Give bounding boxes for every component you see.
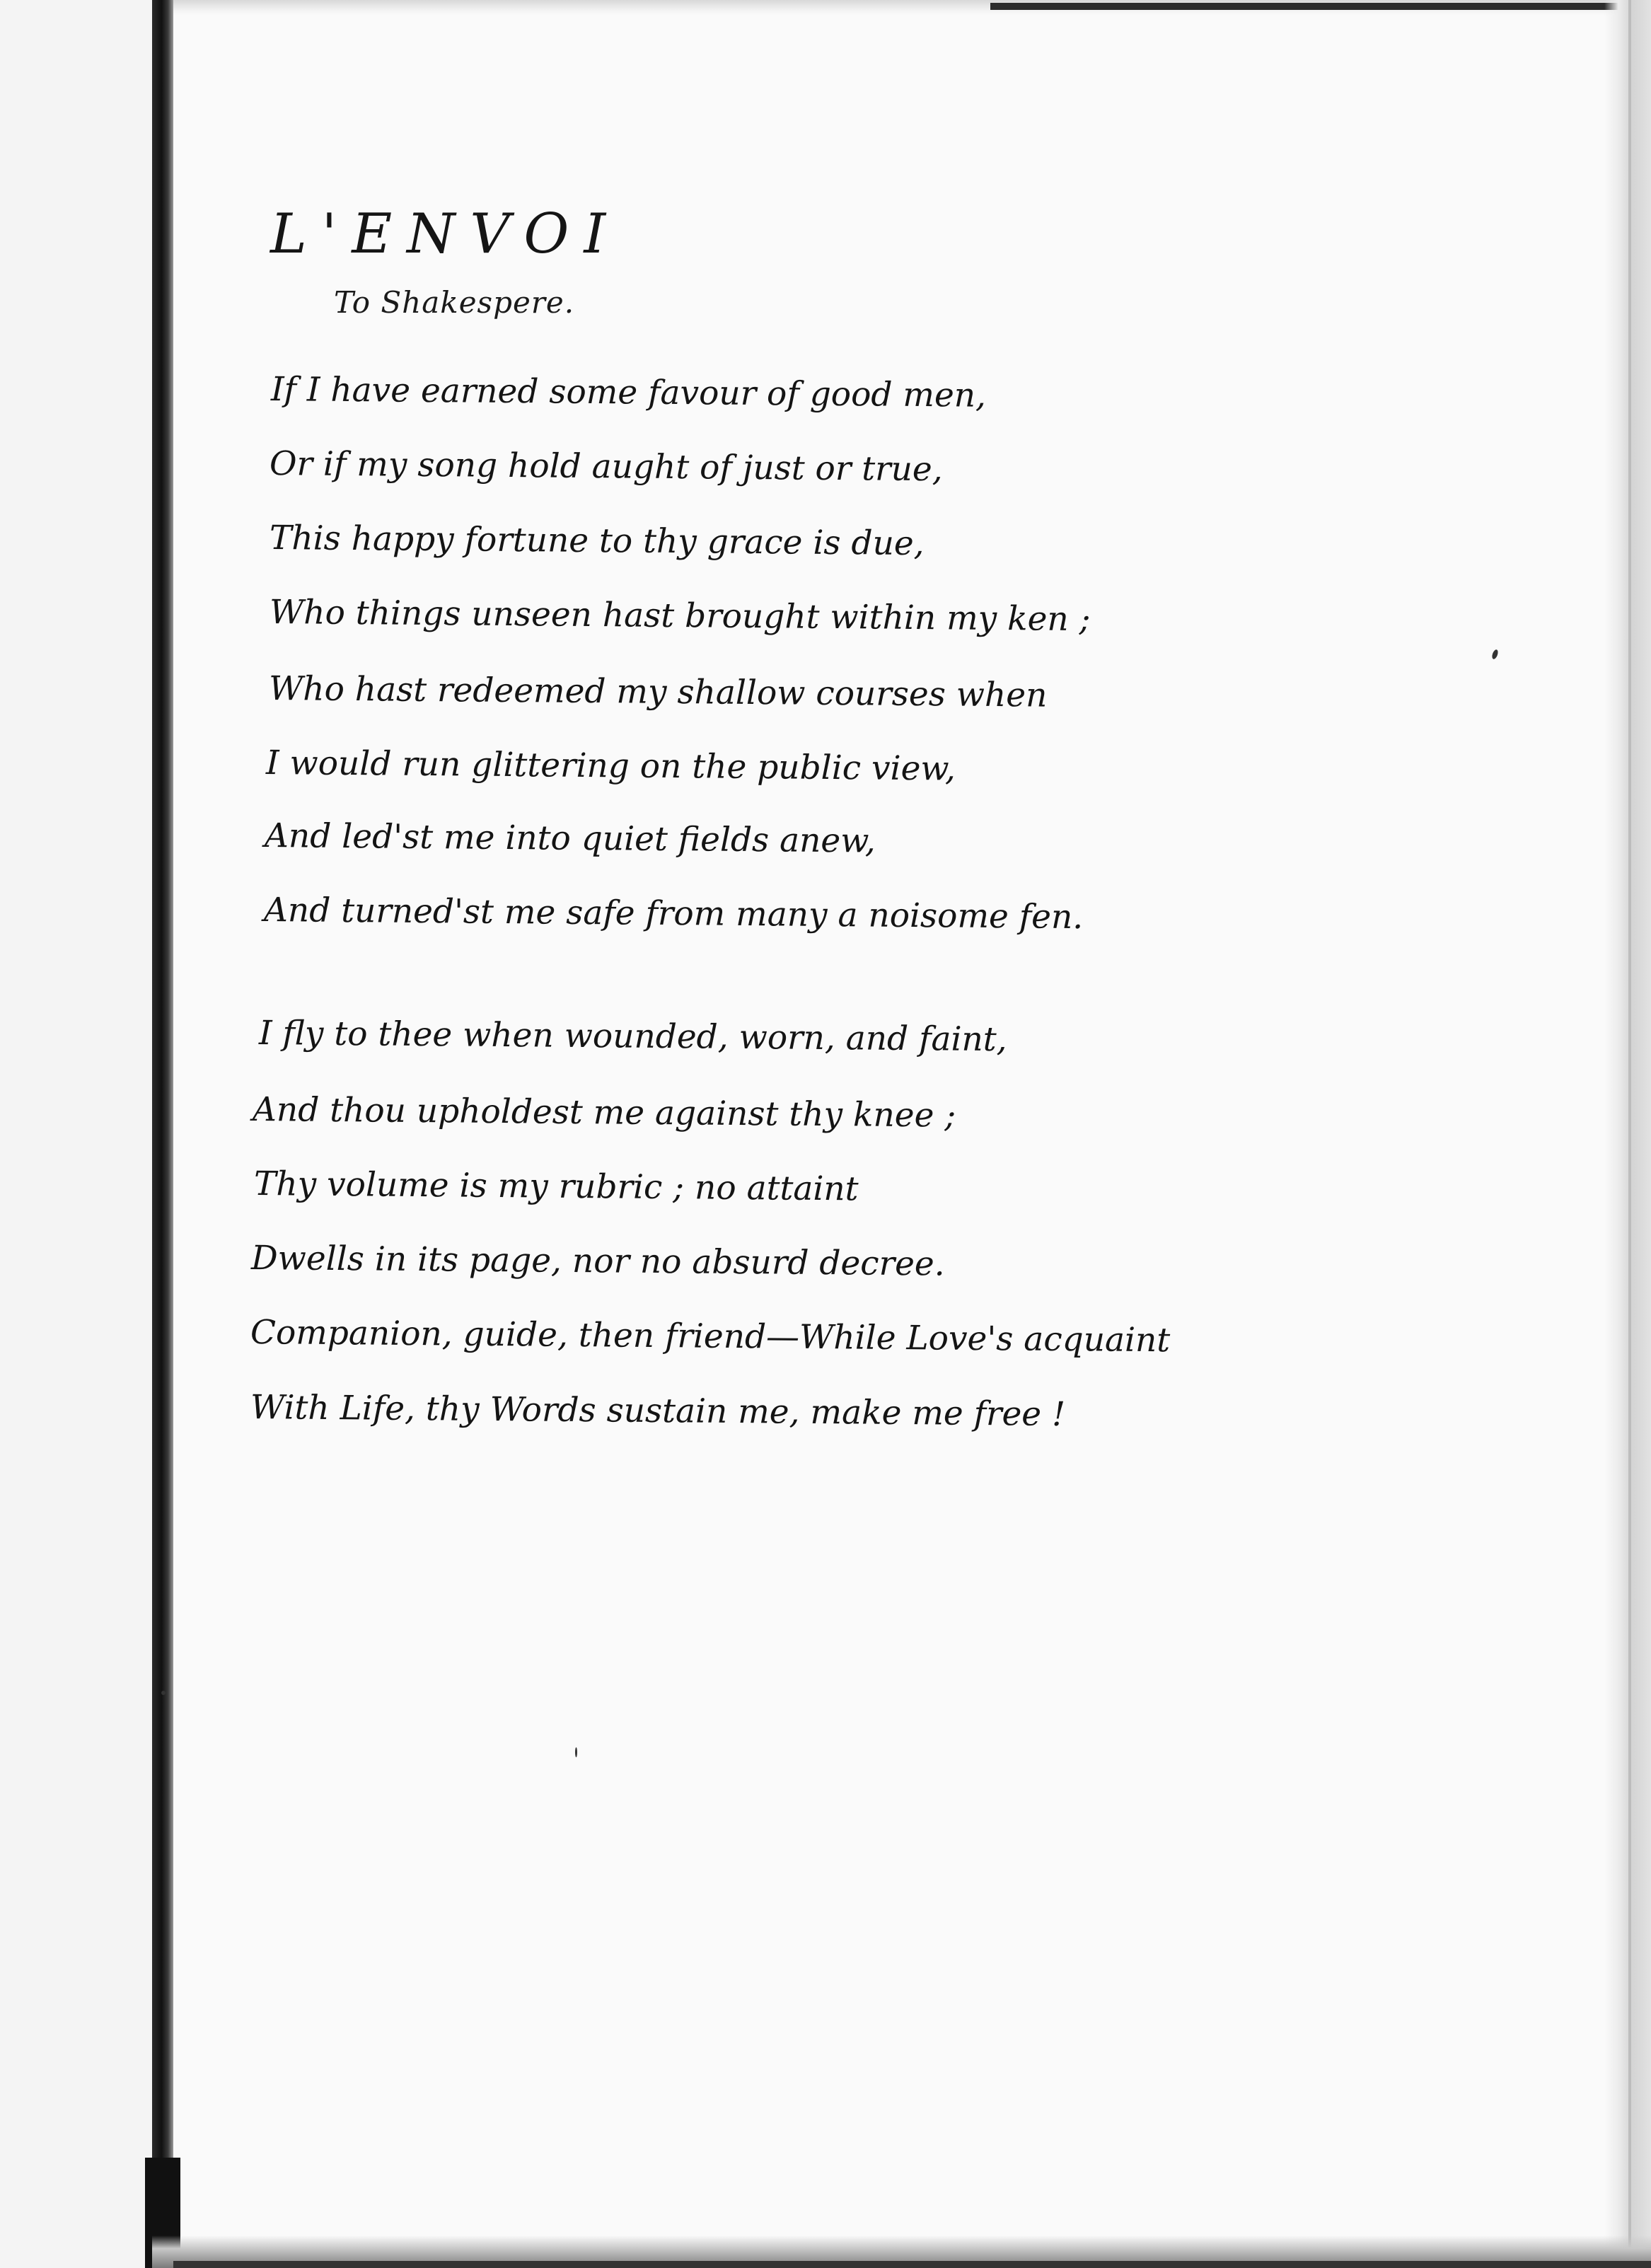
poem-line: This happy fortune to thy grace is due, [269,519,925,564]
poem-line: And led'st me into quiet fields anew, [264,816,876,861]
poem-line: I fly to thee when wounded, worn, and faint, [258,1014,1007,1060]
facing-page-margin [0,0,152,2268]
ink-speck [575,1747,577,1757]
poem-line: If I have earned some favour of good men, [270,370,987,415]
poem-line: I would run glittering on the public view, [265,744,956,789]
poem-line: And turned'st me safe from many a noisome fen. [263,891,1084,937]
poem-line: Who things unseen hast brought within my ken ; [269,593,1091,640]
page-top-edge [990,3,1651,10]
page-right-shadow [1604,0,1651,2268]
poem-line: Dwells in its page, nor no absurd decree. [250,1239,945,1284]
poem-line: Companion, guide, then friend—While Love's acquaint [250,1313,1171,1360]
poem-line: Who hast redeemed my shallow courses when [268,669,1048,715]
page-right-edge [1628,0,1631,2268]
poem-dedication: To Shakespere. [334,285,575,320]
poem-title: L'ENVOI [270,202,621,266]
poem-line: Or if my song hold aught of just or true, [269,444,943,490]
book-gutter [152,0,173,2268]
ink-speck [161,1691,166,1695]
poem-line: And thou upholdest me against thy knee ; [252,1090,956,1135]
poem-line: Thy volume is my rubric ; no attaint [253,1164,859,1209]
page-bottom-edge [173,2261,1651,2268]
poem-line: With Life, thy Words sustain me, make me free ! [250,1388,1066,1435]
